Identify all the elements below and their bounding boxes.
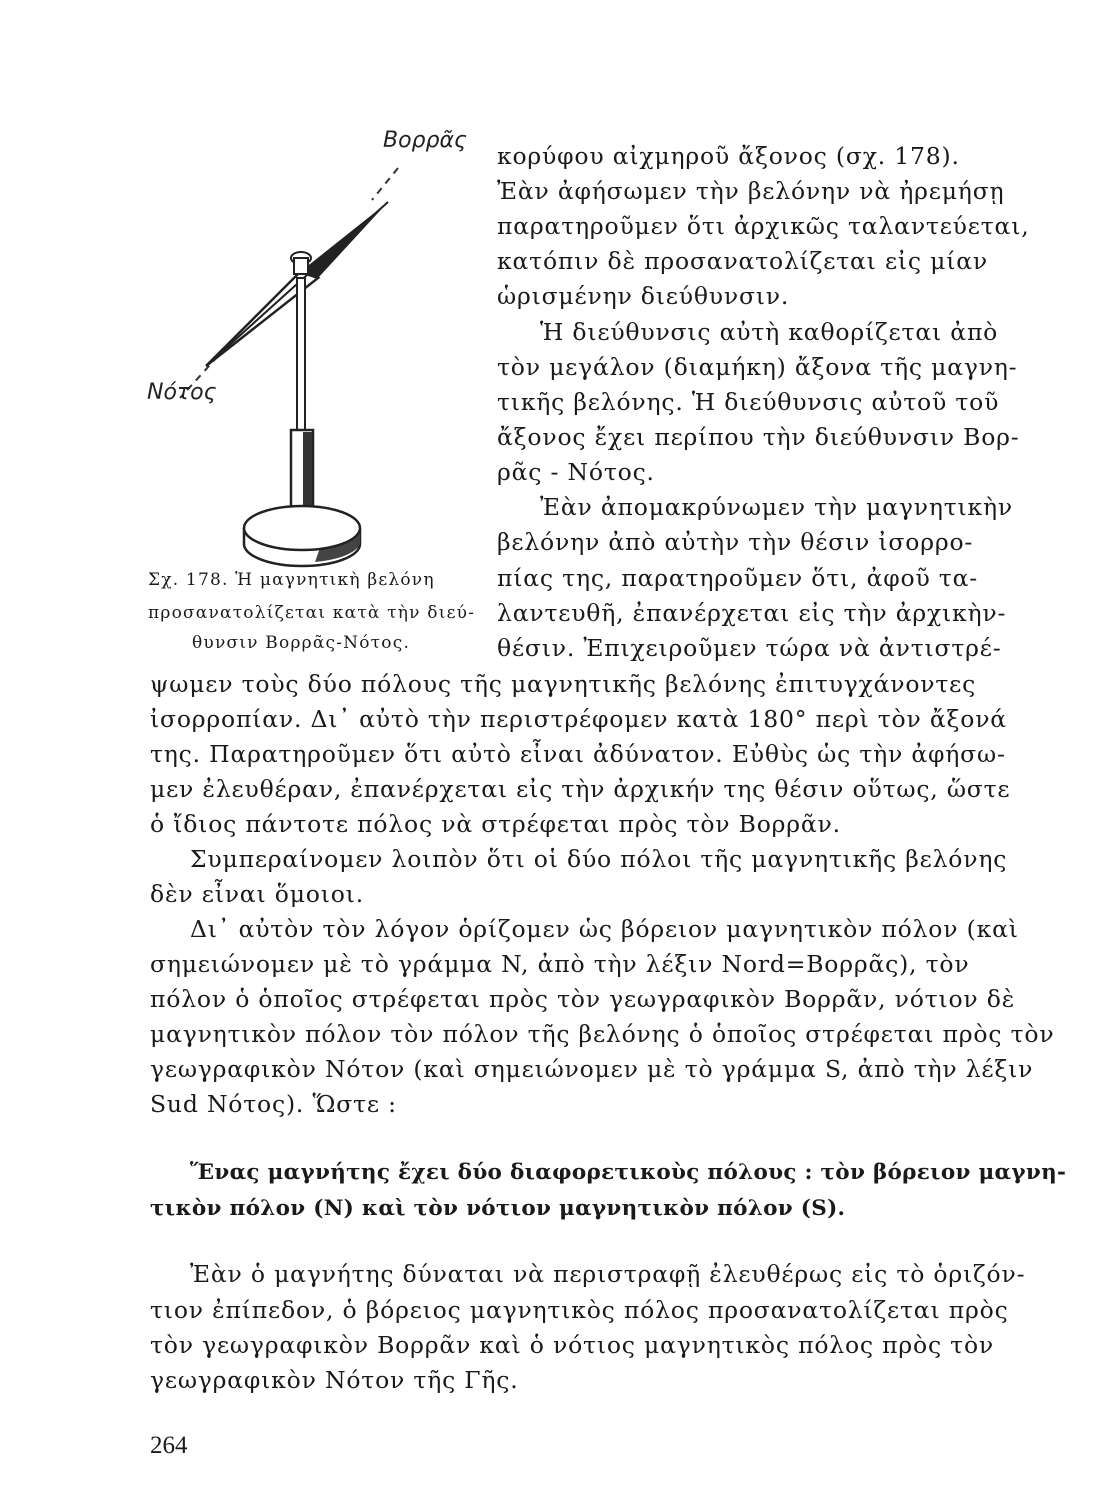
text-line: Ἐὰν ἀπομακρύνωμεν τὴν μαγνητικὴν <box>540 493 1013 521</box>
text-line: ὡρισμένην διεύθυνσιν. <box>497 282 790 310</box>
south-label: Νότος <box>147 380 217 405</box>
text-line: δὲν εἶναι ὅμοιοι. <box>150 880 364 908</box>
axis-north-dash <box>372 168 398 200</box>
text-line: Συμπεραίνομεν λοιπὸν ὅτι οἱ δύο πόλοι τῆς μαγνητικῆς βελόνης <box>190 845 1008 873</box>
text-line: Ἡ διεύθυνσις αὐτὴ καθορίζεται ἀπὸ <box>540 318 999 346</box>
text-line: Ἐὰν ἀφήσωμεν τὴν βελόνην νὰ ἠρεμήσῃ <box>497 177 1005 205</box>
north-label: Βορρᾶς <box>383 128 467 153</box>
text-line: Sud Νότος). Ὥστε : <box>150 1090 397 1118</box>
text-line: ψωμεν τοὺς δύο πόλους τῆς μαγνητικῆς βελόνης ἐπιτυγχάνοντες <box>150 670 977 698</box>
text-line: τικῆς βελόνης. Ἡ διεύθυνσις αὐτοῦ τοῦ <box>497 388 1000 416</box>
text-line: της. Παρατηροῦμεν ὅτι αὐτὸ εἶναι ἀδύνατον. Εὐθὺς ὡς τὴν ἀφήσω- <box>150 740 1006 768</box>
magnetic-needle-figure <box>140 130 500 590</box>
text-line: Ἕνας μαγνήτης ἔχει δύο διαφορετικοὺς πόλους : τὸν βόρειον μαγνη- <box>190 1160 1067 1185</box>
caption-line: Σχ. 178. Ἡ μαγνητικὴ βελόνη <box>148 570 435 590</box>
text-line: γεωγραφικὸν Νότον (καὶ σημειώνομεν μὲ τὸ γράμμα S, ἀπὸ τὴν λέξιν <box>150 1055 1034 1083</box>
text-line: ἄξονος ἔχει περίπου τὴν διεύθυνσιν Βορ- <box>497 423 1020 451</box>
text-line: μαγνητικὸν πόλον τὸν πόλον τῆς βελόνης ὁ ὁποῖος στρέφεται πρὸς τὸν <box>150 1020 1055 1048</box>
text-line: πίας της, παρατηροῦμεν ὅτι, ἀφοῦ τα- <box>497 564 979 592</box>
text-line: Δι᾽ αὐτὸν τὸν λόγον ὁρίζομεν ὡς βόρειον μαγνητικὸν πόλον (καὶ <box>190 915 1019 943</box>
text-line: τικὸν πόλον (N) καὶ τὸν νότιον μαγνητικὸν πόλον (S). <box>150 1196 846 1221</box>
text-line: τὸν μεγάλον (διαμήκη) ἄξονα τῆς μαγνη- <box>497 353 1018 381</box>
text-line: Ἐὰν ὁ μαγνήτης δύναται νὰ περιστραφῇ ἐλευθέρως εἰς τὸ ὁριζόν- <box>190 1260 1026 1288</box>
stand-base-top <box>244 506 360 550</box>
text-line: γεωγραφικὸν Νότον τῆς Γῆς. <box>150 1366 519 1394</box>
text-line: τιον ἐπίπεδον, ὁ βόρειος μαγνητικὸς πόλος προσανατολίζεται πρὸς <box>150 1296 1009 1324</box>
text-line: ρᾶς - Νότος. <box>497 458 655 486</box>
text-line: βελόνην ἀπὸ αὐτὴν τὴν θέσιν ἰσορρο- <box>497 528 974 556</box>
text-line: τὸν γεωγραφικὸν Βορρᾶν καὶ ὁ νότιος μαγνητικὸς πόλος πρὸς τὸν <box>150 1331 995 1359</box>
pivot-cap-body <box>294 258 308 274</box>
text-line: παρατηροῦμεν ὅτι ἀρχικῶς ταλαντεύεται, <box>497 212 1030 240</box>
stand-rod <box>297 278 305 433</box>
page-number: 264 <box>150 1432 188 1459</box>
text-line: ὁ ἴδιος πάντοτε πόλος νὰ στρέφεται πρὸς τὸν Βορρᾶν. <box>150 810 841 838</box>
text-line: θέσιν. Ἐπιχειροῦμεν τώρα νὰ ἀντιστρέ- <box>497 634 1002 662</box>
text-line: πόλον ὁ ὁποῖος στρέφεται πρὸς τὸν γεωγραφικὸν Βορρᾶν, νότιον δὲ <box>150 985 1016 1013</box>
text-line: κορύφου αἰχμηροῦ ἄξονος (σχ. 178). <box>497 142 960 170</box>
text-line: λαντευθῆ, ἐπανέρχεται εἰς τὴν ἀρχικὴν- <box>497 599 1007 627</box>
text-line: σημειώνομεν μὲ τὸ γράμμα N, ἀπὸ τὴν λέξιν Nord=Βορρᾶς), τὸν <box>150 950 970 978</box>
text-line: κατόπιν δὲ προσανατολίζεται εἰς μίαν <box>497 247 989 275</box>
caption-line: προσανατολίζεται κατὰ τὴν διεύ- <box>148 603 476 623</box>
text-line: μεν ἐλευθέραν, ἐπανέρχεται εἰς τὴν ἀρχικήν της θέσιν οὕτως, ὥστε <box>150 775 1011 803</box>
text-line: ἰσορροπίαν. Δι᾽ αὐτὸ τὴν περιστρέφομεν κατὰ 180° περὶ τὸν ἄξονά <box>150 705 1007 733</box>
caption-line: θυνσιν Βορρᾶς-Νότος. <box>192 633 411 653</box>
